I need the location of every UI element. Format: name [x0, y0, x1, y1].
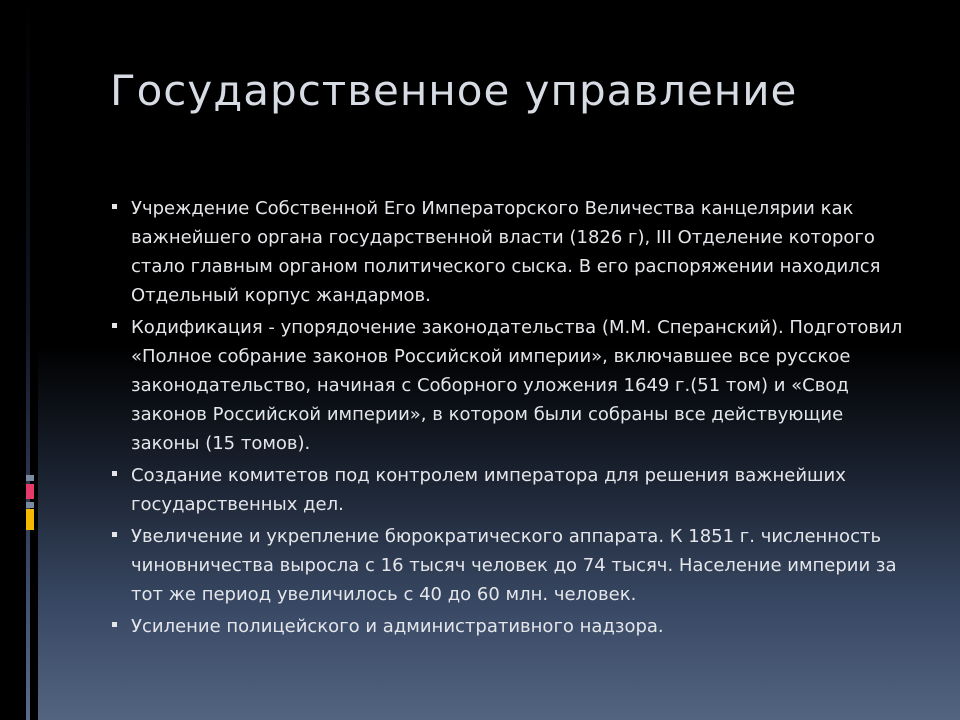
left-decorative-bar	[26, 0, 30, 720]
bullet-text: Учреждение Собственной Его Императорского Величества канцелярии как важнейшего органа государственной власти (1826 г), III Отделение которого стало главным органом политического сыска. В его распоряжении находился Отдельный корпус жандармов.	[131, 198, 881, 306]
slide-title: Государственное управление	[110, 66, 798, 115]
bullet-square-icon	[112, 204, 117, 209]
bullet-item	[112, 461, 912, 519]
bullet-square-icon	[112, 622, 117, 627]
accent-stripe-pink	[26, 484, 34, 499]
bullet-square-icon	[112, 471, 117, 476]
bullet-square-icon	[112, 323, 117, 328]
accent-stripe-gray	[26, 502, 34, 508]
bullet-square-icon	[112, 532, 117, 537]
accent-stripe-gray	[26, 475, 34, 481]
bullet-text: Создание комитетов под контролем императора для решения важнейших государственных дел.	[131, 465, 846, 515]
accent-stripe-yellow	[26, 509, 34, 530]
bullet-text: Увеличение и укрепление бюрократического аппарата. К 1851 г. численность чиновничества выросла с 16 тысяч человек до 74 тысяч. Население империи за тот же период увеличилось с 40 до 60 млн. человек.	[131, 526, 897, 605]
bullet-text: Усиление полицейского и административного надзора.	[131, 616, 664, 637]
bullet-text: Кодификация - упорядочение законодательства (М.М. Сперанский). Подготовил «Полное собрание законов Российской империи», включавшее все русское законодательство, начиная с Соборного уложения 1649 г.(51 том) и «Свод законов Российской империи», в котором были собраны все действующие законы (15 томов).	[131, 317, 903, 454]
bullet-item	[112, 313, 912, 458]
bullet-item	[112, 522, 912, 609]
bullet-list	[112, 194, 912, 644]
bullet-item	[112, 612, 912, 641]
bullet-item	[112, 194, 912, 310]
